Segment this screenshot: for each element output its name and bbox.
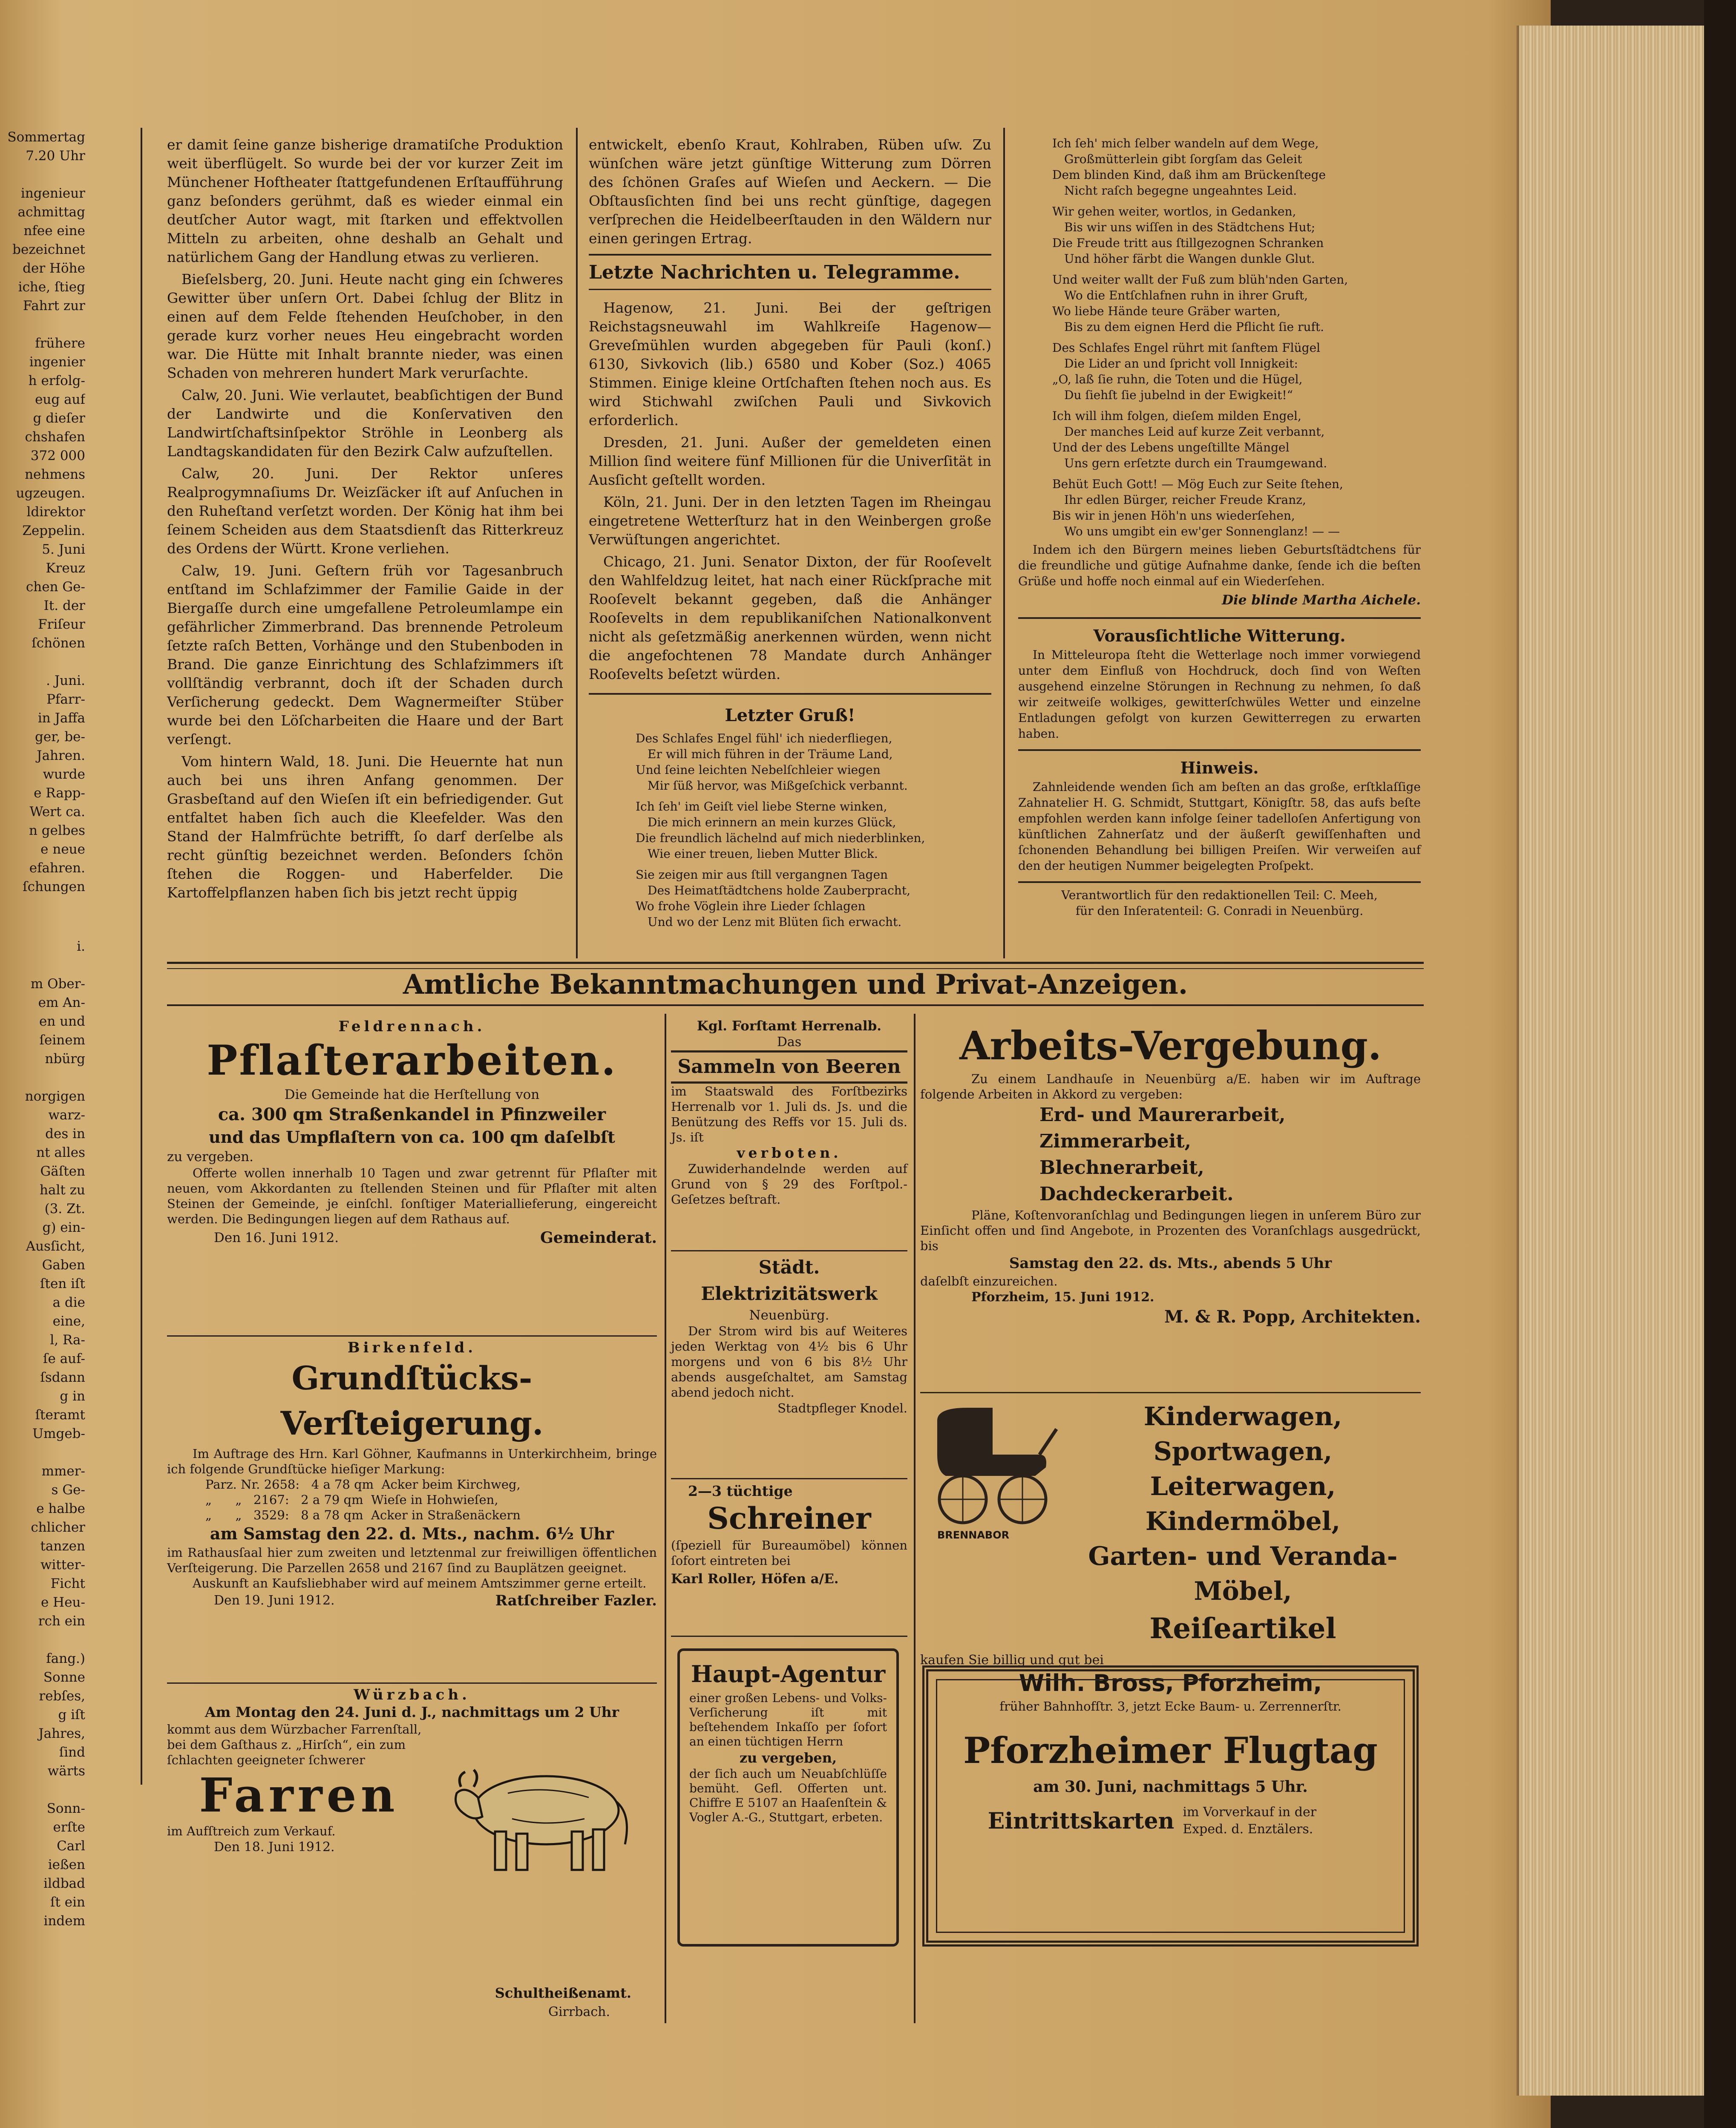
poem-continued xyxy=(1018,135,1421,539)
left-fragment-line: norgigen xyxy=(25,1089,85,1104)
ad-title: Farren xyxy=(199,1768,399,1823)
poem-line: Und der des Lebens ungeſtillte Mängel xyxy=(1052,440,1290,454)
ad-divider xyxy=(671,1636,907,1637)
poem-stanza xyxy=(636,867,991,930)
left-fragment-line: Friſeur xyxy=(38,617,85,632)
imprint-line-1: Verantwortlich für den redaktionellen Teil: C. Meeh, xyxy=(1061,888,1378,902)
poem-line: Er will mich führen in der Träume Land, xyxy=(648,747,893,761)
poem-line: Behüt Euch Gott! — Mög Euch zur Seite ſtehen, xyxy=(1052,477,1343,491)
ad-pforzheimer-flugtag xyxy=(922,1665,1419,1947)
work-item: Erd- und Maurerarbeit, xyxy=(1039,1104,1286,1126)
poem-line: Und höher färbt die Wangen dunkle Glut. xyxy=(1064,252,1315,266)
ad-head: Kgl. Forſtamt Herrenalb. xyxy=(697,1018,882,1034)
left-fragment-line: bezeichnet xyxy=(12,242,85,257)
ad-title: Pforzheimer Flugtag xyxy=(963,1729,1378,1771)
product-line: Reiſeartikel xyxy=(1149,1612,1336,1645)
parcel-row: „ „ 2167: 2 a 79 qm Wieſe in Hohwieſen, xyxy=(205,1492,498,1507)
left-fragment-line: Ausſicht, xyxy=(26,1239,85,1254)
ad-head: 2—3 tüchtige xyxy=(688,1483,793,1499)
left-column-rule xyxy=(141,128,142,1785)
ad-divider xyxy=(671,1250,907,1251)
ad-bold-line: ca. 300 qm Straßenkandel in Pfinzweiler xyxy=(218,1104,606,1124)
left-fragment-line: e Rapp- xyxy=(34,785,85,801)
left-fragment-line: ſchönen xyxy=(32,636,85,651)
left-fragment-line: ſteramt xyxy=(35,1407,85,1423)
left-fragment-line: g dieſer xyxy=(33,411,85,426)
poem-line: Großmütterlein gibt ſorgſam das Geleit xyxy=(1064,152,1302,166)
left-fragment-line: 7.20 Uhr xyxy=(26,148,85,164)
poem-line: Ich ſeh' mich ſelber wandeln auf dem Wege, xyxy=(1052,136,1319,150)
poem-stanza xyxy=(1052,204,1421,267)
poem-line: Des Heimatſtädtchens holde Zauberpracht, xyxy=(648,883,910,897)
left-fragment-line: chen Ge- xyxy=(26,579,85,595)
poem-line: Bis wir in jenen Höh'n uns wiederſehen, xyxy=(1052,509,1295,523)
ad-date-line: am 30. Juni, nachmittags 5 Uhr. xyxy=(1033,1778,1308,1796)
left-fragment-line: frühere xyxy=(35,336,85,351)
left-fragment-line: rebſes, xyxy=(39,1688,85,1704)
left-fragment-line xyxy=(0,315,85,334)
ad-text: einer großen Lebens- und Volks-Verſicherung iſt mit beſtehendem Inkaſſo per ſofort an einen tüchtigen Herrn xyxy=(689,1691,887,1748)
poem-line: Die mich erinnern an mein kurzes Glück, xyxy=(648,815,896,829)
left-fragment-line: ingenier xyxy=(29,354,85,370)
left-fragment-line: ſsdann xyxy=(40,1370,85,1385)
poem-letzter-gruss xyxy=(589,730,991,930)
left-fragment-line xyxy=(0,956,85,975)
left-fragment-line: erſte xyxy=(53,1820,85,1835)
ad-title: Arbeits-Vergebung. xyxy=(959,1023,1382,1069)
left-fragment-line: witter- xyxy=(40,1557,85,1573)
left-fragment-line: Carl xyxy=(57,1838,85,1854)
column-poem-weather xyxy=(1018,135,1421,919)
news-paragraph: er damit ſeine ganze bisherige dramatiſche Produktion weit überflügelt. So wurde bei der vor kurzer Zeit im Münchener Hoftheater ſtattgefundenen Erſtaufführung ganz beſonders gerühmt, daß es wieder einmal ein deutſcher Autor wagt, mit ſtarken und effektvollen Mitteln zu arbeiten, ohne deshalb an Gehalt und natürlichem Gang der Handlung etwas zu verlieren. xyxy=(167,136,563,265)
left-fragment-line: mmer- xyxy=(41,1464,85,1479)
left-fragment-line: Umgeb- xyxy=(32,1426,85,1441)
left-fragment-line: s Ge- xyxy=(51,1482,85,1498)
left-fragment-line xyxy=(0,1443,85,1462)
ad-date: Den 16. Juni 1912. xyxy=(214,1230,339,1245)
ad-divider xyxy=(920,1392,1421,1393)
left-fragment-line: Gäſten xyxy=(40,1164,85,1179)
news-paragraph: Köln, 21. Juni. Der in den letzten Tagen im Rheingau eingetretene Wetterſturz hat in den Weinbergen große Verwüſtungen angerichtet. xyxy=(589,494,991,548)
poem-line: Du ſiehſt ſie jubelnd in der Ewigkeit!“ xyxy=(1064,388,1293,402)
poem-line: Der manches Leid auf kurze Zeit verbannt, xyxy=(1064,425,1325,439)
poem-stanza xyxy=(636,730,991,794)
section-rule xyxy=(1018,749,1421,751)
left-fragment-line: 5. Juni xyxy=(42,542,85,557)
section-rule xyxy=(589,254,991,256)
ad-place: Feldrennach. xyxy=(338,1018,486,1035)
left-fragment-line: chshafen xyxy=(25,429,85,445)
left-fragment-line: e Heu- xyxy=(40,1595,85,1610)
poem-line: Nicht raſch begegne ungeahntes Leid. xyxy=(1064,184,1297,198)
poem-line: Mir ſüß hervor, was Mißgeſchick verbannt. xyxy=(648,779,908,793)
ad-text: Pläne, Koſtenvoranſchlag und Bedingungen liegen in unſerem Büro zur Einſicht offen und ſind Angebote, in Prozenten des Voranſchlags ausgedrückt, bis xyxy=(920,1208,1421,1253)
left-fragment-line: ſt ein xyxy=(50,1895,85,1910)
left-fragment-line: ingenieur xyxy=(20,186,85,201)
poem-line: Wie einer treuen, lieben Mutter Blick. xyxy=(648,847,878,861)
left-fragment-line: halt zu xyxy=(40,1182,85,1198)
left-fragment-line: e halbe xyxy=(36,1501,85,1516)
ad-text: kaufen Sie billig und gut bei xyxy=(920,1653,1104,1668)
work-item: Blechnerarbeit, xyxy=(1039,1157,1204,1179)
poem-line: Ich will ihm folgen, dieſem milden Engel, xyxy=(1052,409,1301,423)
book-spine-shadow xyxy=(1704,0,1736,2128)
left-fragment-line xyxy=(0,653,85,671)
left-fragment-line: nbürg xyxy=(45,1051,85,1067)
ad-place-date: Pforzheim, 15. Juni 1912. xyxy=(971,1290,1154,1305)
left-fragment-line: warz- xyxy=(48,1107,85,1123)
poem-line: Die Freude tritt aus ſtillgezognen Schranken xyxy=(1052,236,1324,250)
parcel-row: „ „ 3529: 8 a 78 qm Acker in Straßenäckern xyxy=(205,1508,521,1522)
ad-text: zu vergeben. xyxy=(167,1149,254,1165)
poem-line: Wo frohe Vöglein ihre Lieder ſchlagen xyxy=(636,899,866,913)
ad-subtitle: Neuenbürg. xyxy=(749,1308,829,1323)
ad-farren xyxy=(167,1686,657,2019)
news-paragraph: Dresden, 21. Juni. Außer der gemeldeten einen Million ſind weitere fünf Millionen für die Univerſität in Ausſicht geſtellt worden. xyxy=(589,434,991,488)
poem-stanza xyxy=(1052,135,1421,198)
left-fragment-line: 372 000 xyxy=(30,448,85,463)
poem-line: Uns gern erſetzte durch ein Traumgewand. xyxy=(1064,456,1327,470)
column-rule-1 xyxy=(576,128,578,958)
poem-line: Dem blinden Kind, daß ihm am Brückenſtege xyxy=(1052,168,1326,182)
column-rule-2 xyxy=(1003,128,1005,958)
ad-sammeln-von-beeren xyxy=(671,1018,907,1207)
work-item: Dachdeckerarbeit. xyxy=(1039,1183,1234,1205)
left-fragment-line: Sonne xyxy=(43,1670,85,1685)
left-fragment-line: Ficht xyxy=(50,1576,85,1591)
poem-line: Und wo der Lenz mit Blüten ſich erwacht. xyxy=(648,915,902,929)
news-paragraph: Calw, 19. Juni. Geſtern früh vor Tagesanbruch entſtand im Schlafzimmer der Familie Gaide in der Biergaſſe durch eine umgefallene Petroleumlampe ein gefährlicher Zimmerbrand. Das brennende Petroleum ſetzte raſch Betten, Vorhänge und den Stubenboden in Brand. Die ganze Einrichtung des Schlafzimmers iſt vollſtändig verbrannt, doch iſt der Schaden durch Verſicherung gedeckt. Dem Wagnermeiſter Stüber wurde bei den Löſcharbeiten die Haare und der Bart verſengt. xyxy=(167,562,563,748)
left-fragment-line: ldirektor xyxy=(26,504,85,520)
ad-title: Pflaſterarbeiten. xyxy=(207,1036,617,1084)
poem-line: Wo die Entſchlafnen ruhn in ihrer Gruft, xyxy=(1064,288,1308,302)
left-fragment-line: Sommertag xyxy=(7,129,85,145)
left-fragment-line: Gaben xyxy=(42,1257,85,1273)
ad-title: Grundſtücks-Verſteigerung. xyxy=(280,1359,544,1442)
ad-das: Das xyxy=(777,1035,802,1050)
ad-date: Den 18. Juni 1912. xyxy=(214,1840,335,1855)
ad-signature: Gemeinderat. xyxy=(540,1229,657,1247)
left-fragment-line: g iſt xyxy=(58,1707,85,1723)
ad-address: früher Bahnhofſtr. 3, jetzt Ecke Baum- u. Zerrennerſtr. xyxy=(999,1699,1342,1714)
left-fragment-line: g in xyxy=(60,1389,85,1404)
left-fragment-line: iche, ſtieg xyxy=(18,279,85,295)
hint-text: Zahnleidende wenden ſich am beſten an das große, erſtklaſſige Zahnatelier H. G. Schmidt, Stuttgart, Königſtr. 58, das aufs beſte empfohlen werden kann infolge ſeiner tadelloſen Anfertigung von künſtlichen Zahnerſatz und der äußerſt gewiſſenhaften und ſchonenden Behandlung bei billigen Preiſen. Wir verweiſen auf den der heutigen Nummer beigelegten Proſpekt. xyxy=(1018,780,1421,873)
ad-place: Würzbach. xyxy=(354,1686,470,1703)
ad-pflasterarbeiten xyxy=(167,1018,657,1246)
ad-signature: Stadtpfleger Knodel. xyxy=(777,1401,907,1415)
ad-title: Schreiner xyxy=(707,1501,871,1536)
poem-stanza xyxy=(1052,476,1421,539)
left-fragment-line: eug auf xyxy=(35,392,85,407)
left-fragment-line: in Jaffa xyxy=(37,710,85,726)
left-fragment-line: g) ein- xyxy=(42,1220,85,1235)
left-fragment-line: a die xyxy=(52,1295,85,1310)
news-paragraph: Calw, 20. Juni. Der Rektor unſeres Realprogymnaſiums Dr. Weizſäcker iſt auf Anſuchen in den Ruheſtand verſetzt worden. Der König hat ihm bei ſeinem Scheiden aus dem Staatsdienſt das Ritterkreuz des Ordens der Württ. Krone verliehen. xyxy=(167,465,563,557)
ad-intro: Zu einem Landhauſe in Neuenbürg a/E. haben wir im Auftrage folgende Arbeiten in Akkord zu vergeben: xyxy=(920,1072,1421,1101)
ad-intro: Die Gemeinde hat die Herſtellung von xyxy=(284,1087,540,1102)
ad-column-rule-1 xyxy=(665,1014,666,2023)
left-fragment-line: Sonn- xyxy=(46,1801,85,1816)
weather-text: In Mitteleuropa ſteht die Wetterlage noch immer vorwiegend unter dem Einfluß von Hochdruck, doch ſind von Weſten ausgehend einzelne Störungen in Rechnung zu nehmen, ſo daß wir zeitweiſe wolkiges, gewitterſchwüles Wetter und einzelne Entladungen gefolgt von kurzen Gewitterregen zu erwarten haben. xyxy=(1018,648,1421,741)
left-fragment-line: Pfarr- xyxy=(46,692,85,707)
left-fragment-line: des in xyxy=(45,1126,85,1142)
left-fragment-line: wurde xyxy=(43,767,85,782)
ad-signature: Ratſchreiber Fazler. xyxy=(495,1592,657,1609)
left-fragment-line: e neue xyxy=(40,842,85,857)
ad-brand: BRENNABOR xyxy=(937,1529,1010,1541)
ad-schreiner xyxy=(671,1483,907,1587)
news-paragraph: Calw, 20. Juni. Wie verlautet, beabſichtigen der Bund der Landwirte und die Konſervativen den Landwirtſchaftsinſpektor Ströhle in Leonberg als Landtagskandidaten für den Bezirk Calw aufzuſtellen. xyxy=(167,387,563,460)
poem-line: Bis zu dem eignen Herd die Pflicht ſie ruft. xyxy=(1064,320,1324,334)
ad-haupt-agentur xyxy=(677,1648,899,1947)
poem-stanza xyxy=(1052,408,1421,471)
poem-stanza xyxy=(636,799,991,862)
left-column-fragment-bottom xyxy=(0,937,85,1930)
poem-title: Letzter Gruß! xyxy=(725,705,855,725)
ad-signature: Schultheißenamt. xyxy=(495,1985,631,2001)
section-rule xyxy=(589,289,991,290)
ad-signature-name: Girrbach. xyxy=(548,2004,610,2019)
ad-intro: Im Auftrage des Hrn. Karl Göhner, Kaufmanns in Unterkirchheim, bringe ich folgende Grundſtücke hieſiger Markung: xyxy=(167,1446,657,1476)
ad-text: im Aufſtreich zum Verkauf. xyxy=(167,1824,336,1838)
left-fragment-line: . Juni. xyxy=(46,673,85,688)
column-news-local xyxy=(167,135,563,906)
pram-illustration xyxy=(920,1403,1061,1531)
parcel-row: Parz. Nr. 2658: 4 a 78 qm Acker beim Kirchweg, xyxy=(205,1477,521,1492)
ad-elektrizitaetswerk xyxy=(671,1254,907,1416)
ad-text: im Rathausſaal hier zum zweiten und letztenmal zur freiwilligen öffentlichen Verſteigerung. Die Parzellen 2658 und 2167 ſind zu Bauplätzen geeignet. xyxy=(167,1545,657,1575)
left-fragment-line: ſind xyxy=(59,1745,85,1760)
left-fragment-line: nehmens xyxy=(25,467,85,482)
left-fragment-line: eine, xyxy=(52,1314,85,1329)
left-fragment-line: efahren. xyxy=(29,860,85,876)
section-rule xyxy=(589,693,991,695)
left-fragment-line: Kreuz xyxy=(46,561,85,576)
ad-divider xyxy=(167,1682,657,1684)
ad-tickets-text: im Vorverkauf in der Exped. d. Enztälers. xyxy=(1183,1805,1317,1837)
hint-heading: Hinweis. xyxy=(1180,758,1259,777)
left-fragment-line: Zeppelin. xyxy=(22,523,85,538)
section-rule xyxy=(1018,881,1421,883)
left-fragment-line: nfee eine xyxy=(23,223,85,239)
poem-stanza xyxy=(1052,272,1421,335)
ad-divider xyxy=(671,1478,907,1479)
left-fragment-line: It. der xyxy=(43,598,85,613)
left-fragment-line xyxy=(0,1631,85,1649)
ad-text: Der Strom wird bis auf Weiteres jeden Werktag von 4½ bis 6 Uhr morgens und von 6 bis 8½ Uhr abends ausgeſchaltet, am Samstag abend jedoch nicht. xyxy=(671,1324,907,1400)
left-fragment-line: chlicher xyxy=(31,1520,85,1535)
poem-line: Des Schlafes Engel rührt mit ſanftem Flügel xyxy=(1052,341,1321,355)
left-fragment-line: l, Ra- xyxy=(50,1332,85,1348)
poem-closing-note: Indem ich den Bürgern meines lieben Geburtsſtädtchens für die freundliche und gütige Aufnahme danke, ſende ich die beſten Grüße und hoffe noch einmal auf ein Wiederſehen. xyxy=(1018,543,1421,588)
ad-signature: M. & R. Popp, Architekten. xyxy=(1164,1307,1421,1327)
left-fragment-line xyxy=(0,1068,85,1087)
left-fragment-line: ſe auf- xyxy=(43,1351,85,1366)
ad-text: im Staatswald des Forſtbezirks Herrenalb vor 1. Juli ds. Js. und die Benützung des Reffs vor 15. Juli ds. Js. iſt xyxy=(671,1084,907,1145)
news-paragraph: Vom hintern Wald, 18. Juni. Die Heuernte hat nun auch bei uns ihren Anfang genommen. Der Grasbeſtand auf den Wieſen iſt ein befriedigender. Gut entfaltet haben ſich auch die Kleefelder. Was den Stand der Halmfrüchte betrifft, ſo darf derſelbe als recht günſtig bezeichnet werden. Beſonders ſchön ſtehen die Roggen- und Haberfelder. Die Kartoffelpflanzen haben ſich bis jetzt recht üppig xyxy=(167,753,563,901)
product-line: Leiterwagen, Kindermöbel, xyxy=(1145,1472,1341,1536)
left-fragment-line: nt alles xyxy=(36,1145,85,1160)
ad-tickets-label: Eintrittskarten xyxy=(987,1808,1175,1834)
announcements-header: Amtliche Bekanntmachungen und Privat-Anzeigen. xyxy=(403,969,1188,1001)
poem-line: Wo liebe Hände teure Gräber warten, xyxy=(1052,304,1281,318)
ad-title: Haupt-Agentur xyxy=(691,1660,886,1688)
left-column-fragment-top xyxy=(0,128,85,896)
product-line: Garten- und Veranda-Möbel, xyxy=(1088,1541,1398,1606)
left-fragment-line: ſchungen xyxy=(23,879,85,894)
ad-bold: zu vergeben, xyxy=(739,1750,837,1766)
ad-divider xyxy=(167,1335,657,1337)
poem-stanza xyxy=(1052,340,1421,403)
left-fragment-line: n gelbes xyxy=(29,823,85,838)
poem-line: Sie zeigen mir aus ſtill vergangnen Tagen xyxy=(636,868,888,882)
left-fragment-line: Jahres, xyxy=(38,1726,85,1741)
book-page-edges xyxy=(1517,26,1719,2096)
left-fragment-line: en und xyxy=(39,1014,85,1029)
ad-text: daſelbſt einzureichen. xyxy=(920,1274,1058,1288)
poem-line: Die Lider an und ſpricht voll Innigkeit: xyxy=(1064,357,1298,371)
left-fragment-line: ſeinem xyxy=(39,1032,85,1048)
ad-date-line: Samstag den 22. ds. Mts., abends 5 Uhr xyxy=(1009,1255,1332,1272)
poem-line: Und ſeine leichten Nebelſchleier wiegen xyxy=(636,763,881,777)
left-fragment-line xyxy=(0,1780,85,1799)
poem-line: Und weiter wallt der Fuß zum blüh'nden Garten, xyxy=(1052,273,1348,287)
left-fragment-line: ſten iſt xyxy=(40,1276,85,1291)
ad-grundstuecks-versteigerung xyxy=(167,1340,657,1609)
poem-line: Ihr edlen Bürger, reicher Freude Kranz, xyxy=(1064,493,1306,507)
news-paragraph: Hagenow, 21. Juni. Bei der geſtrigen Reichstagsneuwahl im Wahlkreiſe Hagenow—Greveſmühlen wurden abgegeben für Pauli (konſ.) 6130, Sivkovich (lib.) 6580 und Kober (Soz.) 4065 Stimmen. Einige kleine Ortſchaften ſtehen noch aus. Es wird Stichwahl zwiſchen Pauli und Sivkovich erforderlich. xyxy=(589,299,991,428)
news-paragraph: Chicago, 21. Juni. Senator Dixton, der für Rooſevelt den Wahlfeldzug leitet, hat nach einer Rückſprache mit Rooſevelt bekannt gegeben, daß die Anhänger Rooſevelts in dem republikaniſchen Nationalkonvent nicht als geſetzmäßig anerkennen würden, wenn nicht die angefochtenen 78 Mandate durch Anhänger Rooſevelts beſetzt würden. xyxy=(589,553,991,682)
ad-merchant-name: Wilh. Bross, Pforzheim, xyxy=(1019,1670,1322,1697)
left-fragment-line: h erfolg- xyxy=(28,373,85,388)
ad-bold-line: und das Umpflaſtern von ca. 100 qm daſelbſt xyxy=(209,1127,615,1147)
left-fragment-line: indem xyxy=(43,1913,85,1929)
ad-date-line: Am Montag den 24. Juni d. J., nachmittags um 2 Uhr xyxy=(204,1704,619,1720)
left-fragment-line: ger, be- xyxy=(35,729,85,745)
left-fragment-line: ugzeugen. xyxy=(16,486,85,501)
left-fragment-line: rch ein xyxy=(38,1613,85,1629)
product-line: Kinderwagen, Sportwagen, xyxy=(1143,1402,1342,1467)
ad-text: Offerte wollen innerhalb 10 Tagen und zwar getrennt für Pflaſter mit neuen, vom Akkordanten zu ſtellenden Steinen und für Pflaſter mit alten Steinen der Gemeinde, je einſchl. ſonſtiger Materiallieferung, eingereicht werden. Die Bedingungen liegen auf dem Rathaus auf. xyxy=(167,1166,657,1226)
left-fragment-line: der Höhe xyxy=(23,261,85,276)
ad-title: Städt. Elektrizitätswerk xyxy=(701,1257,878,1305)
poem-line: Die freundlich lächelnd auf mich niederblinken, xyxy=(636,831,925,845)
left-fragment-line: wärts xyxy=(47,1763,85,1779)
column-news-telegrams xyxy=(589,135,991,930)
ad-column-rule-2 xyxy=(914,1014,916,2023)
left-fragment-line: Wert ca. xyxy=(29,804,85,820)
ad-verboten: verboten. xyxy=(737,1145,842,1161)
poem-line: Ich ſeh' im Geiſt viel liebe Sterne winken, xyxy=(636,799,887,814)
left-fragment-line xyxy=(0,165,85,184)
poem-line: Bis wir uns wiſſen in des Städtchens Hut; xyxy=(1064,220,1316,234)
left-fragment-line: ildbad xyxy=(43,1876,85,1891)
left-fragment-line: tanzen xyxy=(40,1538,85,1554)
ad-text: Zuwiderhandelnde werden auf Grund von § 29 des Forſtpol.-Geſetzes beſtraft. xyxy=(671,1162,907,1207)
left-fragment-line: ießen xyxy=(48,1857,85,1872)
left-fragment-line: em An- xyxy=(38,995,85,1010)
section-rule xyxy=(1018,617,1421,619)
ad-title: Sammeln von Beeren xyxy=(671,1050,907,1084)
ad-text: der ſich auch um Neuabſchlüſſe bemüht. Gefl. Offerten unt. Chiffre E 5107 an Haaſenſtein & Vogler A.-G., Stuttgart, erbeten. xyxy=(689,1767,887,1824)
poem-line: Wir gehen weiter, wortlos, in Gedanken, xyxy=(1052,204,1296,219)
telegrams-heading: Letzte Nachrichten u. Telegramme. xyxy=(589,262,960,283)
ad-text: (ſpeziell für Bureaumöbel) können ſofort eintreten bei xyxy=(671,1538,907,1568)
poem-line: Wo uns umgibt ein ew'ger Sonnenglanz! — — xyxy=(1064,524,1340,538)
poem-author: Die blinde Martha Aichele. xyxy=(1222,592,1421,608)
imprint-line-2: für den Inſeratenteil: G. Conradi in Neuenbürg. xyxy=(1075,904,1364,918)
poem-line: „O, laß ſie ruhn, die Toten und die Hügel, xyxy=(1052,372,1303,386)
bull-illustration xyxy=(448,1746,636,1878)
left-fragment-line: (3. Zt. xyxy=(44,1201,85,1216)
ad-text: kommt aus dem Würzbacher Farrenſtall, bei dem Gaſthaus z. „Hirſch“, ein zum ſchlachten geeigneter ſchwerer xyxy=(167,1722,422,1767)
ad-signature: Karl Roller, Höfen a/E. xyxy=(671,1571,839,1587)
announcements-rule-bottom xyxy=(167,1004,1424,1006)
ad-place: Birkenfeld. xyxy=(347,1339,477,1356)
left-fragment-line: achmittag xyxy=(17,204,85,220)
ad-date: Den 19. Juni 1912. xyxy=(214,1593,335,1608)
column-intro-text: entwickelt, ebenſo Kraut, Kohlraben, Rüben uſw. Zu wünſchen wäre jetzt günſtige Witterung zum Dörren des ſchönen Graſes auf Wieſen und Aeckern. — Die Obſtausſichten ſind bei uns recht günſtige, dagegen verſprechen die Heidelbeerſtauden in den Wäldern nur einen geringen Ertrag. xyxy=(589,136,991,247)
left-fragment-line: Fahrt zur xyxy=(23,298,85,313)
work-item: Zimmerarbeit, xyxy=(1039,1130,1191,1152)
ad-text: Auskunft an Kaufsliebhaber wird auf meinem Amtszimmer gerne erteilt. xyxy=(193,1576,647,1590)
ad-date-line: am Samstag den 22. d. Mts., nachm. 6½ Uhr xyxy=(210,1524,614,1543)
poem-line: Des Schlafes Engel fühl' ich niederfliegen, xyxy=(636,731,892,745)
left-fragment-line: fang.) xyxy=(46,1651,85,1666)
news-paragraph: Bieſelsberg, 20. Juni. Heute nacht ging ein ſchweres Gewitter über unſern Ort. Dabei ſchlug der Blitz in einen auf dem Felde ſtehenden Heuſchober, in den gerade kurz vorher neues Heu eingebracht worden war. Die Hütte mit Inhalt brannte nieder, was einen Schaden von mehreren hundert Mark verurſachte. xyxy=(167,271,563,381)
weather-heading: Vorausſichtliche Witterung. xyxy=(1093,626,1346,645)
left-fragment-line: Jahren. xyxy=(37,748,85,763)
left-fragment-line: i. xyxy=(77,939,85,954)
left-fragment-line: m Ober- xyxy=(30,976,85,992)
ad-arbeits-vergebung xyxy=(920,1020,1421,1329)
